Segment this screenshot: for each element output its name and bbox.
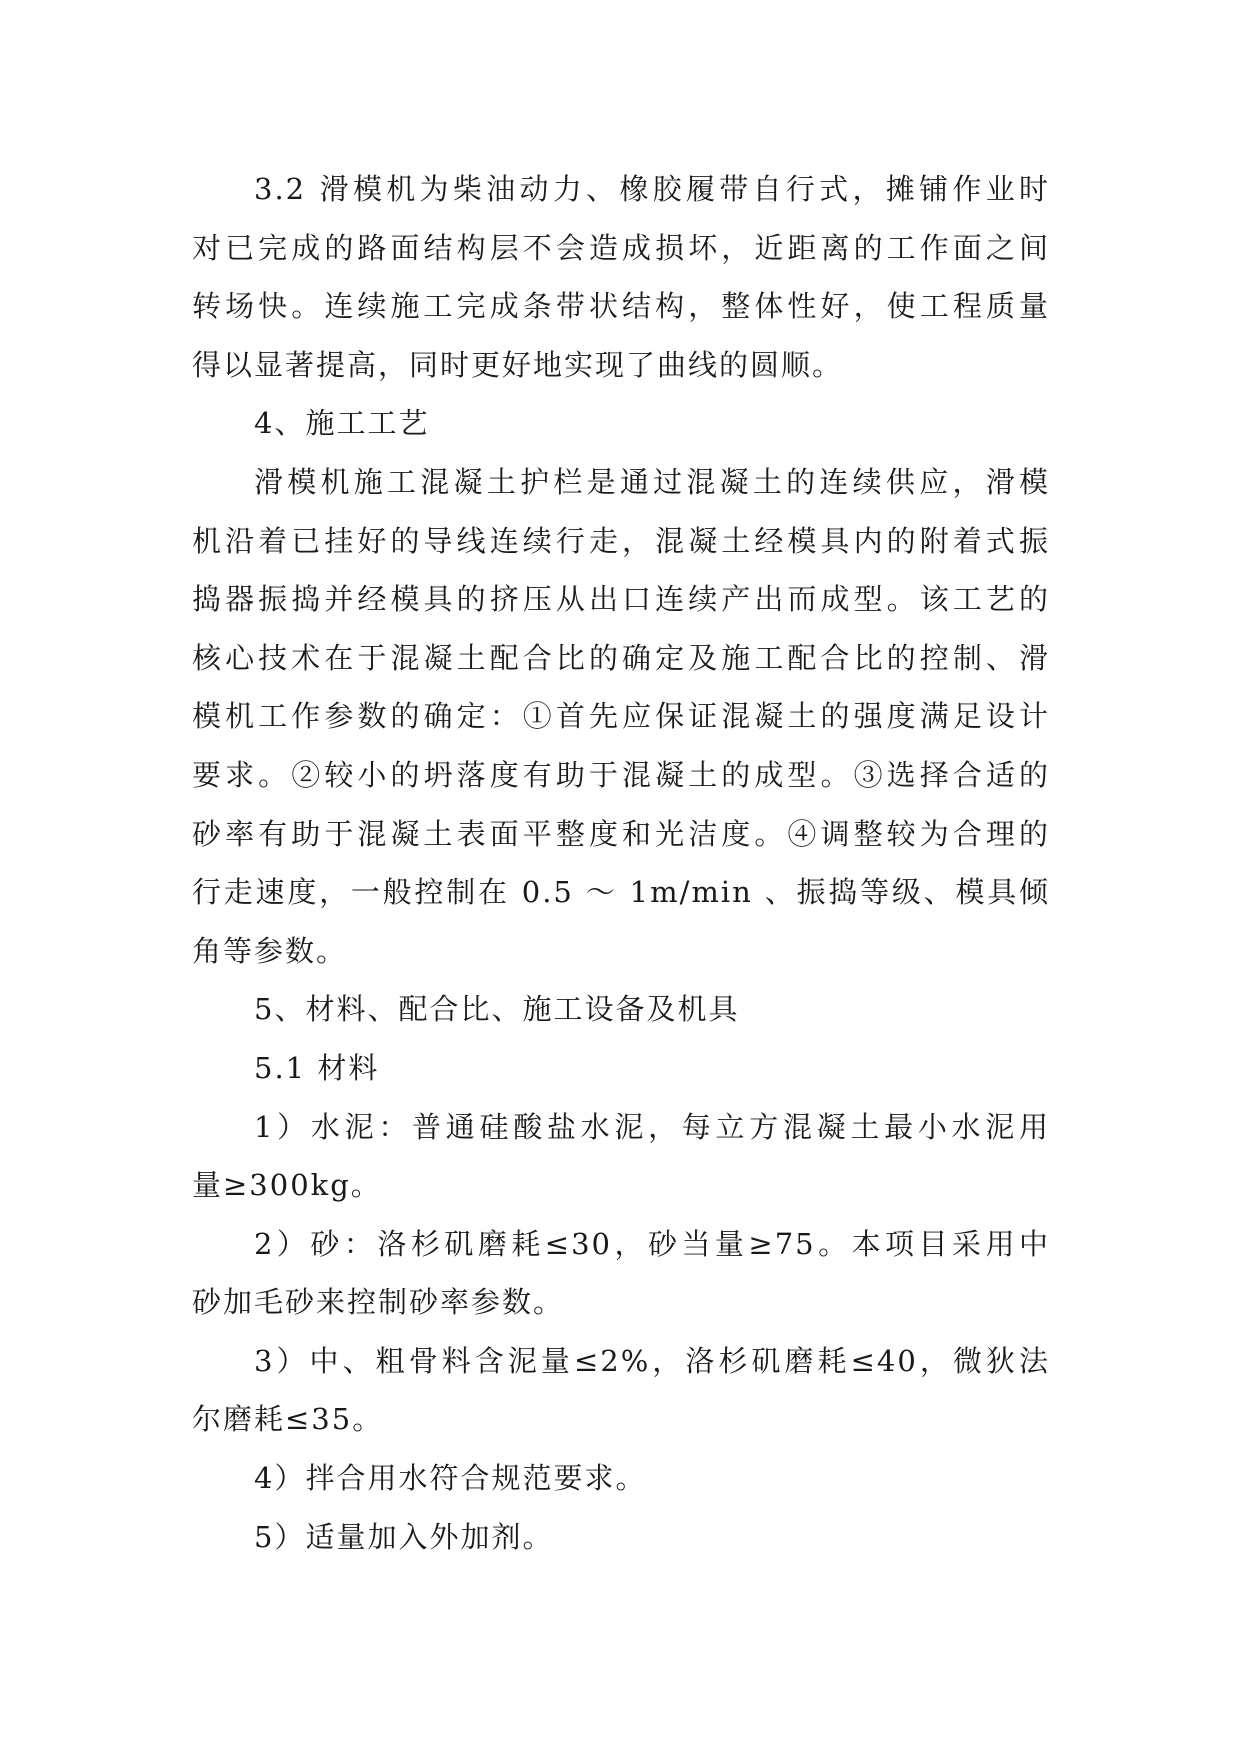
text-line: 对已完成的路面结构层不会造成损坏，近距离的工作面之间 xyxy=(192,230,1050,265)
text-line: 转场快。连续施工完成条带状结构，整体性好，使工程质量 xyxy=(192,289,1050,324)
paragraph-4 xyxy=(192,453,1050,980)
text-line: 核心技术在于混凝土配合比的确定及施工配合比的控制、滑 xyxy=(192,640,1050,675)
section-heading-5 xyxy=(192,980,1050,1039)
list-item-cement xyxy=(192,1098,1050,1215)
text-line: 行走速度，一般控制在 0.5 ～ 1m/min 、振捣等级、模具倾 xyxy=(192,875,1050,910)
section-heading-4 xyxy=(192,394,1050,453)
heading-text: 5、材料、配合比、施工设备及机具 xyxy=(254,992,740,1027)
text-line: 机沿着已挂好的导线连续行走，混凝土经模具内的附着式振 xyxy=(192,523,1050,558)
text-line: 2）砂：洛杉矶磨耗≤30，砂当量≥75。本项目采用中 xyxy=(254,1226,1050,1261)
text-line: 捣器振捣并经模具的挤压从出口连续产出而成型。该工艺的 xyxy=(192,582,1050,617)
paragraph-3-2 xyxy=(192,160,1050,394)
text-line: 1）水泥：普通硅酸盐水泥，每立方混凝土最小水泥用 xyxy=(254,1109,1050,1144)
text-line: 砂率有助于混凝土表面平整度和光洁度。④调整较为合理的 xyxy=(192,816,1050,851)
text-line: 砂加毛砂来控制砂率参数。 xyxy=(192,1285,565,1320)
heading-text: 4、施工工艺 xyxy=(254,406,430,441)
list-item-water xyxy=(192,1449,1050,1508)
text-line: 量≥300kg。 xyxy=(192,1168,382,1203)
text-line: 4）拌合用水符合规范要求。 xyxy=(254,1461,647,1496)
list-item-sand xyxy=(192,1215,1050,1332)
text-line: 3）中、粗骨料含泥量≤2%，洛杉矶磨耗≤40，微狄法 xyxy=(254,1343,1050,1378)
subsection-heading-5-1 xyxy=(192,1039,1050,1098)
document-body xyxy=(192,160,1050,1566)
heading-text: 5.1 材料 xyxy=(254,1050,380,1085)
list-item-admixture xyxy=(192,1508,1050,1567)
text-line: 得以显著提高，同时更好地实现了曲线的圆顺。 xyxy=(192,347,844,382)
text-line: 尔磨耗≤35。 xyxy=(192,1402,384,1437)
text-line: 模机工作参数的确定：①首先应保证混凝土的强度满足设计 xyxy=(192,699,1050,734)
list-item-aggregate xyxy=(192,1332,1050,1449)
text-line: 角等参数。 xyxy=(192,933,348,968)
text-line: 5）适量加入外加剂。 xyxy=(254,1519,554,1554)
text-line: 滑模机施工混凝土护栏是通过混凝土的连续供应，滑模 xyxy=(254,464,1050,499)
text-line: 要求。②较小的坍落度有助于混凝土的成型。③选择合适的 xyxy=(192,757,1050,792)
text-line: 3.2 滑模机为柴油动力、橡胶履带自行式，摊铺作业时 xyxy=(254,172,1050,206)
